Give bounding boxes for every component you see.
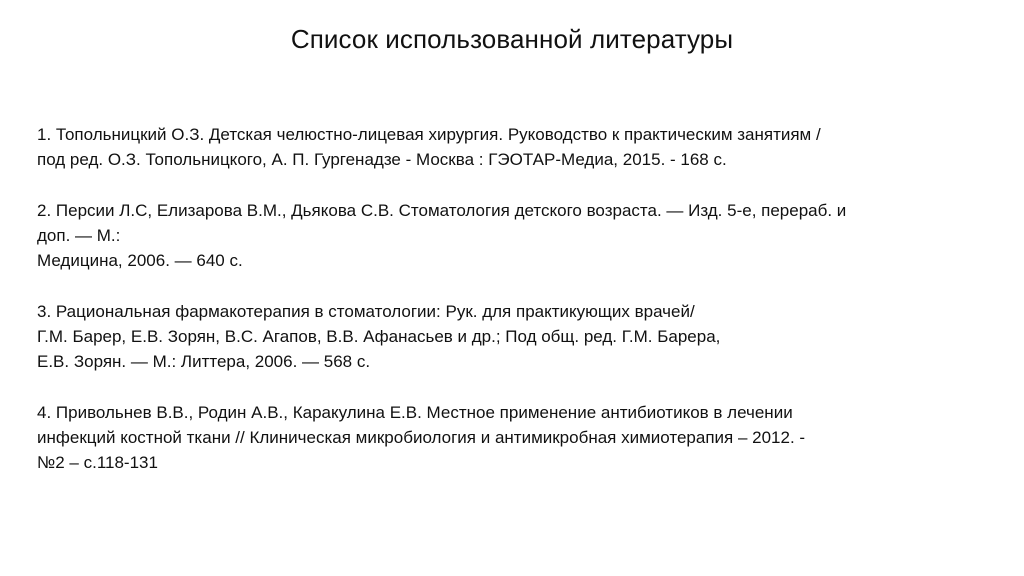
reference-line: Медицина, 2006. — 640 с. <box>37 251 243 270</box>
slide-title: Список использованной литературы <box>290 24 734 54</box>
reference-line: №2 – с.118-131 <box>37 453 158 472</box>
reference-item-2 <box>37 198 967 273</box>
reference-item-3 <box>37 299 967 374</box>
reference-line: Г.М. Барер, Е.В. Зорян, В.С. Агапов, В.В. Афанасьев и др.; Под общ. ред. Г.М. Барера, <box>37 327 721 346</box>
reference-line: инфекций костной ткани // Клиническая микробиология и антимикробная химиотерапия – 2012. - <box>37 428 806 447</box>
reference-line: под ред. О.З. Топольницкого, А. П. Гургенадзе - Москва : ГЭОТАР-Медиа, 2015. - 168 с. <box>37 150 727 169</box>
reference-item-1 <box>37 122 967 172</box>
reference-line: 3. Рациональная фармакотерапия в стоматологии: Рук. для практикующих врачей/ <box>37 302 695 321</box>
reference-line: 2. Персии Л.С, Елизарова В.М., Дьякова С.В. Стоматология детского возраста. — Изд. 5-е, перераб. и <box>37 201 847 220</box>
reference-item-4 <box>37 400 967 475</box>
reference-line: 4. Привольнев В.В., Родин А.В., Каракулина Е.В. Местное применение антибиотиков в лечении <box>37 403 793 422</box>
reference-line: Е.В. Зорян. — М.: Литтера, 2006. — 568 с. <box>37 352 371 371</box>
reference-list <box>37 122 967 501</box>
reference-line: 1. Топольницкий О.З. Детская челюстно-лицевая хирургия. Руководство к практическим занятиям / <box>37 125 821 144</box>
reference-line: доп. — М.: <box>37 226 121 245</box>
